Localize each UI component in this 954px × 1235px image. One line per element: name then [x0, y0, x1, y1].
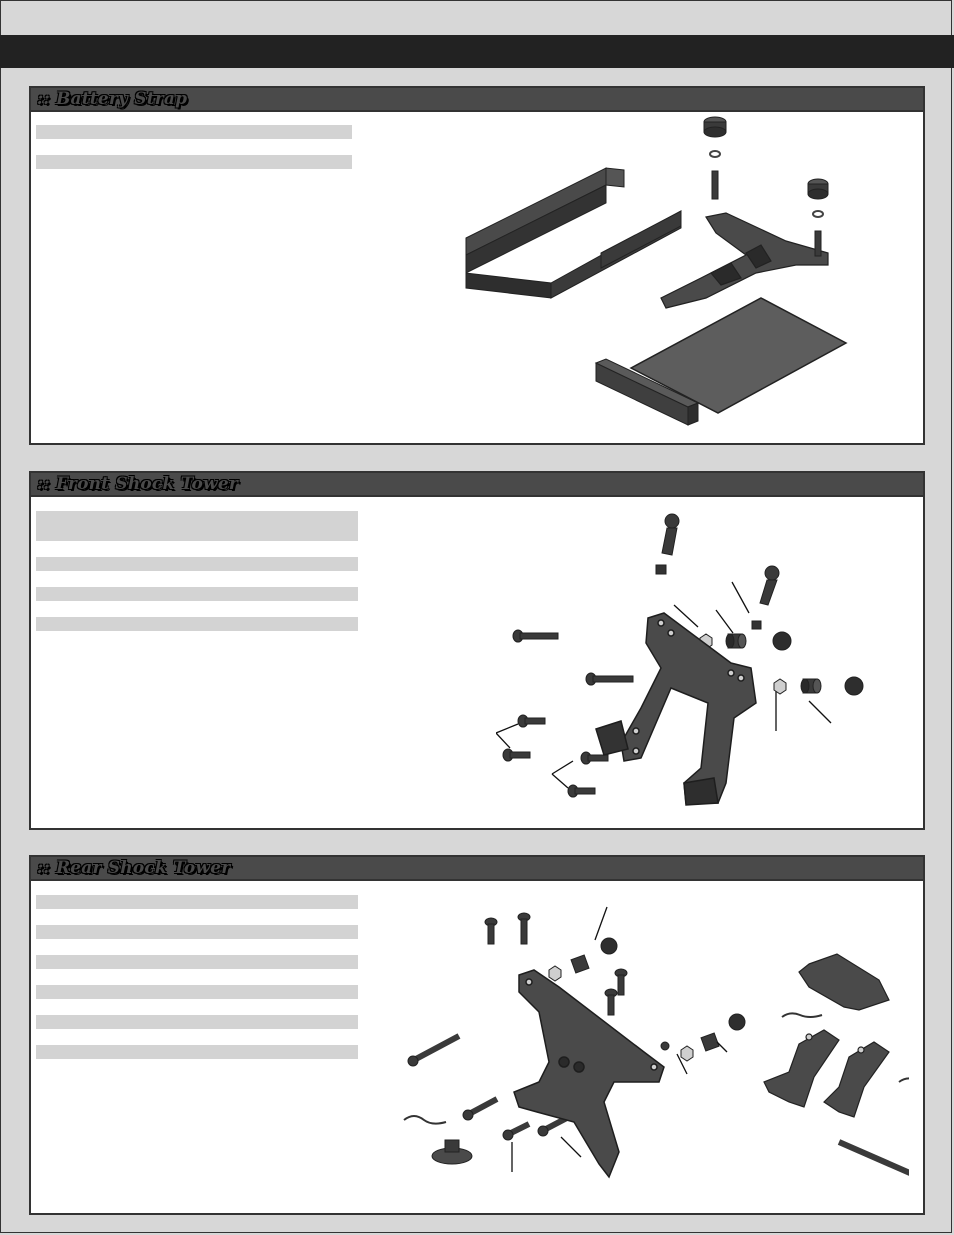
cap — [661, 1042, 669, 1050]
ball-stud — [752, 566, 779, 629]
rear-shock-tower-diagram — [369, 902, 909, 1202]
screw — [605, 989, 617, 1015]
mount-disc — [432, 1140, 472, 1164]
thumb-screw — [704, 117, 726, 199]
pin — [408, 1036, 459, 1066]
battery-strap-plate — [661, 213, 828, 308]
body-clip — [404, 1116, 446, 1124]
rear-shock-tower — [514, 970, 664, 1177]
pin — [463, 1099, 497, 1120]
foam-block-u — [466, 168, 681, 298]
text-placeholder-bar — [36, 587, 358, 601]
cap — [845, 677, 863, 695]
body-clip — [899, 1078, 909, 1082]
text-placeholder-bar — [36, 557, 358, 571]
rear-shock-tower-title-text: Rear Shock Tower — [55, 858, 231, 878]
page-header-band — [0, 35, 954, 68]
nut — [681, 1046, 693, 1061]
rear-shock-tower-title — [37, 858, 230, 878]
ball-stud — [656, 514, 679, 574]
bushing — [726, 634, 746, 648]
front-shock-tower-header — [31, 473, 923, 497]
front-shock-tower-diagram — [496, 503, 876, 813]
battery-strap-title-text: Battery Strap — [55, 89, 188, 109]
nut — [549, 966, 561, 981]
text-placeholder-bar — [36, 1015, 358, 1029]
front-shock-tower-title — [37, 474, 238, 494]
text-placeholder-bar — [36, 955, 358, 969]
screw — [503, 749, 530, 761]
text-placeholder-bar — [36, 1045, 358, 1059]
text-placeholder-bar — [36, 895, 358, 909]
section-bullet: :: — [37, 858, 50, 878]
screw — [586, 673, 633, 685]
text-placeholder-bar — [36, 617, 358, 631]
front-shock-tower-title-text: Front Shock Tower — [55, 474, 239, 494]
front-shock-tower-section — [29, 471, 925, 830]
screw — [518, 913, 530, 944]
battery-strap-diagram — [456, 113, 876, 443]
bushing — [701, 1014, 745, 1051]
wing-plate — [799, 954, 889, 1010]
rear-shock-tower-header — [31, 857, 923, 881]
bushing — [801, 679, 821, 693]
bushing — [571, 938, 617, 973]
screw — [568, 785, 595, 797]
cap — [773, 632, 791, 650]
thumb-screw — [808, 179, 828, 256]
text-placeholder-bar — [36, 125, 352, 139]
pin — [839, 1142, 909, 1183]
screw — [485, 918, 497, 944]
section-bullet: :: — [37, 89, 50, 109]
screw — [518, 715, 545, 727]
section-bullet: :: — [37, 474, 50, 494]
text-placeholder-bar — [36, 155, 352, 169]
screw — [513, 630, 558, 642]
text-placeholder-bar — [36, 985, 358, 999]
rear-shock-tower-section — [29, 855, 925, 1215]
pin — [503, 1124, 529, 1140]
battery-strap-title — [37, 89, 187, 109]
battery-strap-section — [29, 86, 925, 445]
nut — [774, 679, 786, 694]
text-placeholder-bar — [36, 511, 358, 541]
battery-strap-header — [31, 88, 923, 112]
body-clip — [782, 1013, 822, 1017]
text-placeholder-bar — [36, 925, 358, 939]
wing-mount — [764, 1030, 889, 1117]
